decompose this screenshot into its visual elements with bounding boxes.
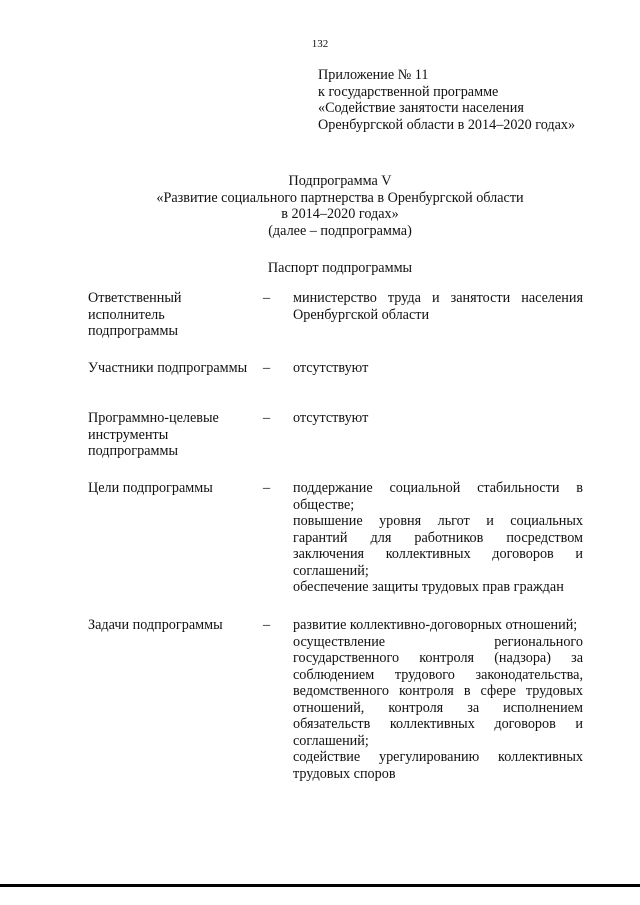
value-paragraph: отсутствуют: [293, 410, 369, 426]
row-label: Участники подпрограммы: [88, 360, 248, 376]
passport-heading: Паспорт подпрограммы: [267, 260, 413, 276]
title-line: «Развитие социального партнерства в Оренбургской области: [156, 189, 524, 206]
appendix-note: [318, 67, 618, 133]
appendix-line: «Содействие занятости населения: [318, 100, 524, 116]
page-number: 132: [311, 38, 329, 50]
value-paragraph: поддержание социальной стабильности в обществе;: [293, 480, 583, 513]
title-line: (далее – подпрограмма): [268, 222, 412, 239]
row-label: Программно-целевые инструменты подпрограммы: [88, 410, 219, 459]
row-dash: –: [263, 617, 271, 633]
title-line: Подпрограмма V: [288, 173, 392, 189]
row-label: Ответственный исполнитель подпрограммы: [88, 290, 182, 339]
row-dash: –: [263, 410, 271, 426]
value-paragraph: развитие коллективно-договорных отношений;: [293, 617, 578, 633]
value-paragraph: осуществление регионального государственного контроля (надзора) за соблюдением трудового законодательства, ведомственного контроля в сфере трудовых отношений, контроля за исполнением обязательств коллективных договоров и соглашений;: [293, 633, 583, 749]
appendix-line: Приложение № 11: [318, 67, 429, 83]
row-value: [293, 480, 583, 596]
value-paragraph: повышение уровня льгот и социальных гарантий для работников посредством заключения коллективных договоров и соглашений;: [293, 513, 583, 579]
row-label: Цели подпрограммы: [88, 480, 213, 496]
appendix-line: к государственной программе: [318, 83, 499, 100]
row-value: [293, 617, 583, 782]
row-value: [293, 290, 583, 323]
appendix-line: Оренбургской области в 2014–2020 годах»: [318, 116, 576, 133]
value-paragraph: обеспечение защиты трудовых прав граждан: [293, 579, 564, 595]
row-value: [293, 410, 583, 427]
row-dash: –: [263, 480, 271, 496]
title-line: в 2014–2020 годах»: [281, 206, 399, 222]
value-paragraph: отсутствуют: [293, 360, 369, 376]
row-dash: –: [263, 360, 271, 376]
row-value: [293, 360, 583, 377]
value-paragraph: министерство труда и занятости населения Оренбургской области: [293, 290, 583, 323]
subprogram-title: [60, 173, 620, 239]
row-dash: –: [263, 290, 271, 306]
value-paragraph: содействие урегулированию коллективных трудовых споров: [293, 749, 583, 782]
row-label: Задачи подпрограммы: [88, 617, 223, 633]
page-bottom-border: [0, 884, 640, 887]
